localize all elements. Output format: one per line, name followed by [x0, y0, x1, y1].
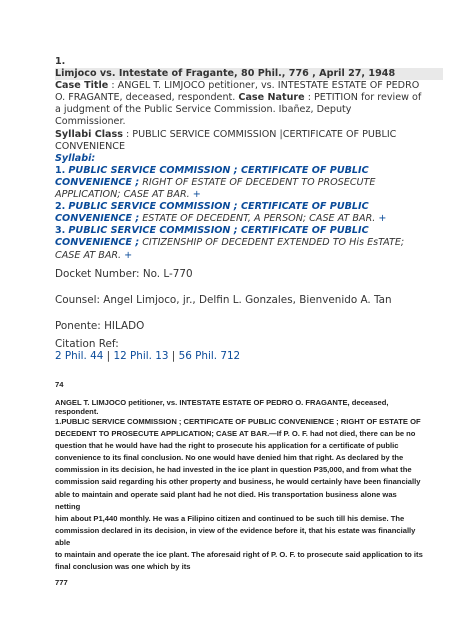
syllabi-class-label: Syllabi Class	[55, 128, 123, 140]
citation-links	[55, 350, 240, 362]
syllabus-text: CITIZENSHIP OF DECEDENT EXTENDED TO His EsTATE; CASE AT BAR.	[55, 237, 405, 261]
syllabus-text: ESTATE OF DECEDENT, A PERSON; CASE AT BAR.	[142, 213, 376, 225]
ponente-row	[55, 320, 144, 332]
case-nature-value: : PETITION for review of a judgment of the Public Service Commission. Ibañez, Deputy Commissioner.	[55, 92, 422, 128]
syllabus-heading: PUBLIC SERVICE COMMISSION ; CERTIFICATE OF PUBLIC CONVENIENCE ;	[55, 201, 369, 225]
case-title-label: Case Title	[55, 80, 109, 92]
scan-line: DECEDENT TO PROSECUTE APPLICATION; CASE AT BAR.—If P. O. F. had not died, there can be no	[55, 429, 416, 439]
scan-line: final conclusion was one which by its	[55, 562, 191, 572]
case-nature-label: Case Nature	[238, 92, 305, 104]
syllabus-number: 3.	[55, 225, 66, 237]
scan-line: 1.PUBLIC SERVICE COMMISSION ; CERTIFICATE OF PUBLIC CONVENIENCE ; RIGHT OF ESTATE OF	[55, 417, 421, 426]
expand-plus-icon[interactable]: +	[192, 189, 201, 201]
scan-body	[55, 416, 423, 573]
docket-number-value: : No. L-770	[136, 268, 193, 280]
scan-line: him about P1,440 monthly. He was a Filipino citizen and continued to be such till his demise. The	[55, 513, 405, 523]
syllabus-item[interactable]	[55, 165, 423, 201]
citation-row	[55, 338, 119, 350]
scan-page-number-bottom: 777	[55, 578, 68, 587]
scan-line: convenience to its final conclusion. No one would have denied him that right. As declared by the	[55, 453, 404, 463]
ponente-value: : HILADO	[97, 320, 145, 332]
scan-line: commission in its decision, he had invested in the ice plant in question P35,000, and from what the	[55, 465, 412, 475]
scan-line: commission declared in its decision, in view of the evidence before it, that his estate was financially able	[55, 525, 416, 547]
docket-number-row	[55, 268, 193, 280]
syllabus-number: 1.	[55, 164, 66, 176]
expand-plus-icon[interactable]: +	[124, 249, 133, 261]
citation-separator: |	[168, 350, 179, 362]
syllabus-heading: PUBLIC SERVICE COMMISSION ; CERTIFICATE OF PUBLIC CONVENIENCE ;	[55, 225, 369, 249]
docket-number-label: Docket Number	[55, 268, 137, 280]
scan-heading: ANGEL T. LIMJOCO petitioner, vs. INTESTATE ESTATE OF PEDRO O. FRAGANTE, deceased, respondent.	[55, 398, 389, 416]
ponente-label: Ponente	[55, 320, 98, 332]
scan-line: able to maintain and operate said plant had he not died. His transportation business alone was netting	[55, 489, 397, 511]
case-number: 1.	[55, 56, 66, 67]
expand-plus-icon[interactable]: +	[378, 213, 387, 225]
syllabi-class-value: : PUBLIC SERVICE COMMISSION |CERTIFICATE OF PUBLIC CONVENIENCE	[55, 128, 397, 152]
case-heading-bar	[55, 68, 443, 80]
syllabus-text: RIGHT OF ESTATE OF DECEDENT TO PROSECUTE APPLICATION; CASE AT BAR.	[55, 176, 376, 201]
case-title-row	[55, 80, 423, 128]
scan-line: question that he would have had the right to prosecute his application for a certificate of public	[55, 441, 399, 451]
citation-link[interactable]: 2 Phil. 44	[55, 350, 104, 362]
syllabus-number: 2.	[55, 201, 66, 213]
citation-colon: :	[115, 338, 119, 350]
syllabus-heading: PUBLIC SERVICE COMMISSION ; CERTIFICATE OF PUBLIC CONVENIENCE ;	[55, 164, 369, 188]
syllabi-label: Syllabi:	[55, 152, 96, 164]
scan-line: to maintain and operate the ice plant. The aforesaid right of P. O. F. to prosecute said application to its	[55, 550, 423, 560]
counsel-value: : Angel Limjoco, jr., Delfin L. Gonzales, Bienvenido A. Tan	[96, 294, 392, 306]
syllabi-class-row	[55, 129, 423, 153]
syllabus-item[interactable]	[55, 201, 423, 225]
scan-page-number-top: 74	[55, 380, 64, 389]
citation-link[interactable]: 56 Phil. 712	[178, 350, 241, 362]
case-summary	[55, 56, 423, 262]
counsel-label: Counsel	[55, 294, 97, 306]
citation-link[interactable]: 12 Phil. 13	[113, 350, 169, 362]
scan-line: commission said regarding his other property and business, he would certainly have been financially	[55, 477, 421, 487]
citation-label: Citation Ref	[55, 338, 116, 350]
counsel-row	[55, 294, 392, 306]
citation-separator: |	[103, 350, 114, 362]
case-heading: Limjoco vs. Intestate of Fragante, 80 Phil., 776 , April 27, 1948	[55, 68, 396, 80]
syllabus-item[interactable]	[55, 225, 423, 261]
case-title-value: : ANGEL T. LIMJOCO petitioner, vs. INTESTATE ESTATE OF PEDRO O. FRAGANTE, deceased, respondent.	[55, 80, 420, 104]
